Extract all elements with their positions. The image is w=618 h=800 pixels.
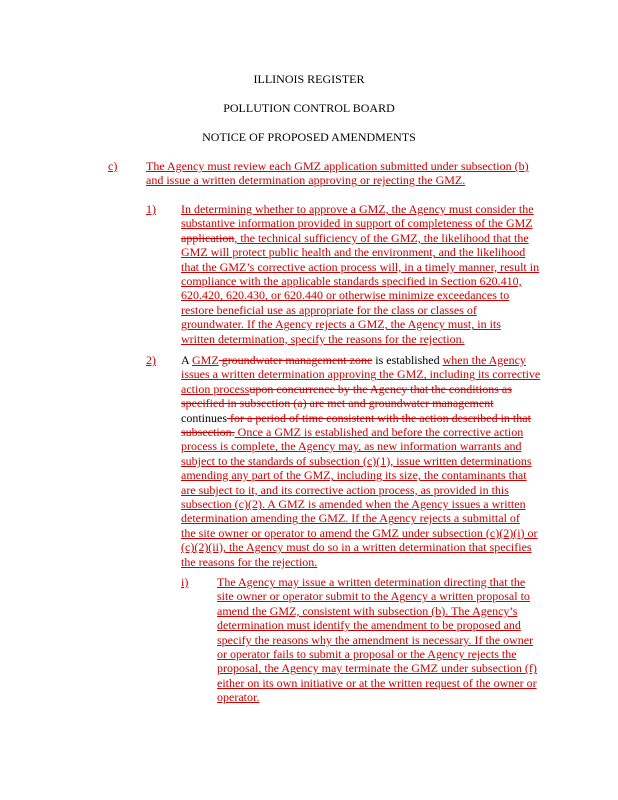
item-i-line: specify the reasons why the amendment is necessary. If the owner bbox=[217, 632, 534, 647]
deleted-text: for a period of time consistent with the action described in that bbox=[227, 410, 531, 425]
item-1-text bbox=[181, 202, 539, 346]
item-i-label: i) bbox=[181, 575, 189, 589]
item-1-label: 1) bbox=[146, 202, 156, 216]
item-1-line: 620.420, 620.430, or 620.440 or otherwise minimize exceedances to bbox=[181, 288, 510, 303]
deleted-text: specified in subsection (a) are met and groundwater management bbox=[181, 396, 494, 411]
item-2-line bbox=[181, 396, 540, 410]
item-2-line: the reasons for the rejection. bbox=[181, 554, 318, 569]
item-2-text bbox=[181, 353, 540, 569]
item-1-line: written determination, specify the reasons for the rejection. bbox=[181, 331, 465, 346]
item-i-line: operator. bbox=[217, 690, 260, 705]
item-2-line bbox=[181, 411, 540, 425]
item-2-line bbox=[181, 425, 540, 439]
item-i-line: determination must identify the amendment to be proposed and bbox=[217, 618, 521, 633]
subsection-c-label: c) bbox=[108, 159, 118, 173]
inserted-text: when the Agency bbox=[442, 353, 526, 367]
inserted-text: action process bbox=[181, 381, 250, 396]
item-2-line: are subject to it, and its corrective action process, as provided in this bbox=[181, 482, 509, 497]
plain-text: continues bbox=[181, 410, 227, 425]
item-1-line: GMZ will protect public health and the environment, and the likelihood bbox=[181, 245, 526, 260]
item-2-line: subject to the standards of subsection (c)(1), issue written determinations bbox=[181, 453, 532, 468]
plain-text: is established bbox=[372, 353, 443, 367]
notice-title: NOTICE OF PROPOSED AMENDMENTS bbox=[202, 130, 416, 144]
item-2-line bbox=[181, 382, 540, 396]
item-i-line: The Agency may issue a written determination directing that the bbox=[217, 575, 526, 589]
item-2-line: process is complete, the Agency may, as new information warrants and bbox=[181, 439, 522, 454]
item-i-line: site owner or operator submit to the Agency a written proposal to bbox=[217, 589, 530, 604]
item-2-line: determination amending the GMZ. If the Agency rejects a submittal of bbox=[181, 511, 520, 526]
deleted-text: subsection. bbox=[181, 425, 235, 440]
inserted-text: GMZ bbox=[192, 353, 219, 367]
item-i-line: amend the GMZ, consistent with subsection (b). The Agency’s bbox=[217, 603, 518, 618]
item-1-line bbox=[181, 231, 539, 245]
deleted-text: groundwater management zone bbox=[218, 353, 373, 367]
inserted-text: , the technical sufficiency of the GMZ, the likelihood that the bbox=[234, 230, 529, 245]
item-2-label: 2) bbox=[146, 353, 156, 367]
item-i-line: proposal, the Agency may terminate the GMZ under subsection (f) bbox=[217, 661, 537, 676]
item-1-line: In determining whether to approve a GMZ, the Agency must consider the bbox=[181, 202, 534, 216]
item-2-line: issues a written determination approving the GMZ, including its corrective bbox=[181, 367, 541, 382]
subsection-c-text bbox=[146, 159, 529, 188]
item-2-line: (c)(2)(ii), the Agency must do so in a written determination that specifies bbox=[181, 540, 532, 555]
item-i-text bbox=[217, 575, 537, 705]
register-title: ILLINOIS REGISTER bbox=[253, 72, 365, 86]
item-1-line: groundwater. If the Agency rejects a GMZ, the Agency must, in its bbox=[181, 317, 501, 332]
subsection-c-line: The Agency must review each GMZ application submitted under subsection (b) bbox=[146, 159, 529, 173]
item-1-line: compliance with the applicable standards specified in Section 620.410, bbox=[181, 274, 522, 289]
item-2-line: subsection (c)(2). A GMZ is amended when the Agency issues a written bbox=[181, 497, 526, 512]
item-2-line bbox=[181, 353, 540, 367]
deleted-text: application bbox=[181, 230, 235, 245]
item-1-line: restore beneficial use as appropriate for the class or classes of bbox=[181, 302, 477, 317]
board-title: POLLUTION CONTROL BOARD bbox=[223, 101, 395, 115]
item-2-line: amending any part of the GMZ, including its size, the contaminants that bbox=[181, 468, 527, 483]
item-1-line: substantive information provided in support of completeness of the GMZ bbox=[181, 216, 533, 231]
deleted-text: upon concurrence by the Agency that the conditions as bbox=[249, 381, 512, 396]
inserted-text: Once a GMZ is established and before the corrective action bbox=[234, 425, 524, 440]
subsection-c-line: and issue a written determination approving or rejecting the GMZ. bbox=[146, 173, 466, 188]
item-2-line: the site owner or operator to amend the GMZ under subsection (c)(2)(i) or bbox=[181, 525, 538, 540]
item-1-line: that the GMZ’s corrective action process will, in a timely manner, result in bbox=[181, 259, 540, 274]
item-i-line: either on its own initiative or at the written request of the owner or bbox=[217, 675, 537, 690]
item-i-line: or operator fails to submit a proposal or the Agency rejects the bbox=[217, 647, 517, 662]
plain-text: A bbox=[181, 353, 193, 367]
